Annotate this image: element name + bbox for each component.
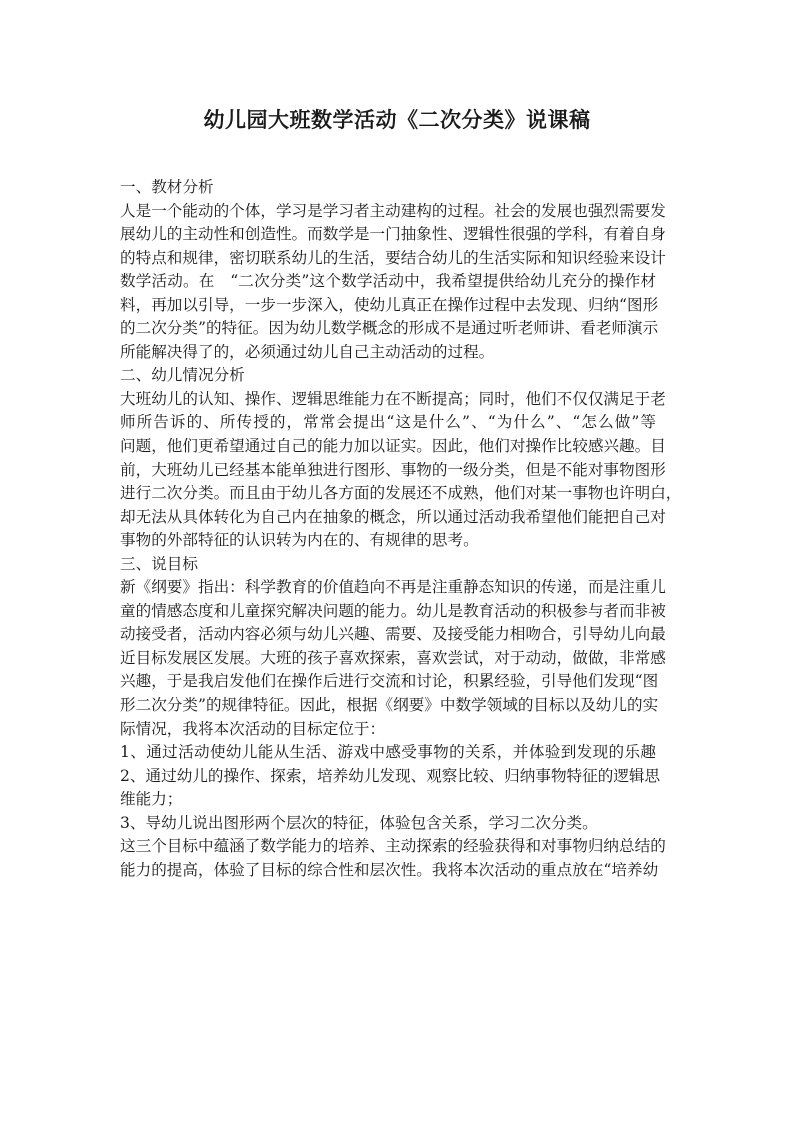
text-line: 展幼儿的主动性和创造性。而数学是一门抽象性、逻辑性很强的学科，有着自身 xyxy=(120,225,666,244)
text-line: 兴趣，于是我启发他们在操作后进行交流和讨论，积累经验，引导他们发现“图 xyxy=(120,672,659,691)
text-line: 童的情感态度和儿童探究解决问题的能力。幼儿是教育活动的积极参与者而非被 xyxy=(120,601,666,620)
text-line: 却无法从具体转化为自己内在抽象的概念，所以通过活动我希望他们能把自己对 xyxy=(120,507,666,526)
text-line: 这三个目标中蕴涵了数学能力的培养、主动探索的经验获得和对事物归纳总结的 xyxy=(120,837,666,856)
text-line: 3、导幼儿说出图形两个层次的特征，体验包含关系，学习二次分类。 xyxy=(120,813,598,832)
text-line: 大班幼儿的认知、操作、逻辑思维能力在不断提高；同时，他们不仅仅满足于老 xyxy=(120,389,666,408)
text-line: 维能力； xyxy=(120,790,183,809)
text-line: 的特点和规律，密切联系幼儿的生活，要结合幼儿的生活实际和知识经验来设计 xyxy=(120,248,666,267)
text-line: 2、通过幼儿的操作、探索，培养幼儿发现、观察比较、归纳事物特征的逻辑思 xyxy=(120,766,661,785)
text-line: 人是一个能动的个体，学习是学习者主动建构的过程。社会的发展也强烈需要发 xyxy=(120,201,666,220)
text-line: 动接受者，活动内容必须与幼儿兴趣、需要、及接受能力相吻合，引导幼儿向最 xyxy=(120,625,666,644)
section-heading: 三、说目标 xyxy=(120,554,198,573)
text-line: 1、通过活动使幼儿能从生活、游戏中感受事物的关系，并体验到发现的乐趣 xyxy=(120,743,656,762)
text-line: 近目标发展区发展。大班的孩子喜欢探索，喜欢尝试，对于动动，做做，非常感 xyxy=(120,648,666,667)
text-line: 的二次分类”的特征。因为幼儿数学概念的形成不是通过听老师讲、看老师演示 xyxy=(120,319,659,338)
document-title: 幼儿园大班数学活动《二次分类》说课稿 xyxy=(203,107,591,132)
text-line: 师所告诉的、所传授的，常常会提出“这是什么”、“为什么”、“怎么做”等 xyxy=(120,413,656,432)
section-heading: 二、幼儿情况分析 xyxy=(120,366,245,385)
text-line: 际情况，我将本次活动的目标定位于： xyxy=(120,719,386,738)
text-line: 能力的提高，体验了目标的综合性和层次性。我将本次活动的重点放在“培养幼 xyxy=(120,860,659,879)
text-line: 事物的外部特征的认识转为内在的、有规律的思考。 xyxy=(120,531,479,550)
text-line: 所能解决得了的，必须通过幼儿自己主动活动的过程。 xyxy=(120,342,495,361)
document-body xyxy=(120,176,682,882)
text-line: 进行二次分类。而且由于幼儿各方面的发展还不成熟，他们对某一事物也许明白， xyxy=(120,484,682,503)
section-heading: 一、教材分析 xyxy=(120,178,214,196)
text-line: 形二次分类”的规律特征。因此，根据《纲要》中数学领域的目标以及幼儿的实 xyxy=(120,696,659,715)
text-line: 问题，他们更希望通过自己的能力加以证实。因此，他们对操作比较感兴趣。目 xyxy=(120,437,666,456)
text-line: 数学活动。在 “二次分类”这个数学活动中，我希望提供给幼儿充分的操作材 xyxy=(120,272,656,291)
text-line: 料，再加以引导，一步一步深入，使幼儿真正在操作过程中去发现、归纳“图形 xyxy=(120,295,659,314)
text-line: 新《纲要》指出：科学教育的价值趋向不再是注重静态知识的传递，而是注重儿 xyxy=(120,578,666,597)
text-line: 前，大班幼儿已经基本能单独进行图形、事物的一级分类，但是不能对事物图形 xyxy=(120,460,666,479)
